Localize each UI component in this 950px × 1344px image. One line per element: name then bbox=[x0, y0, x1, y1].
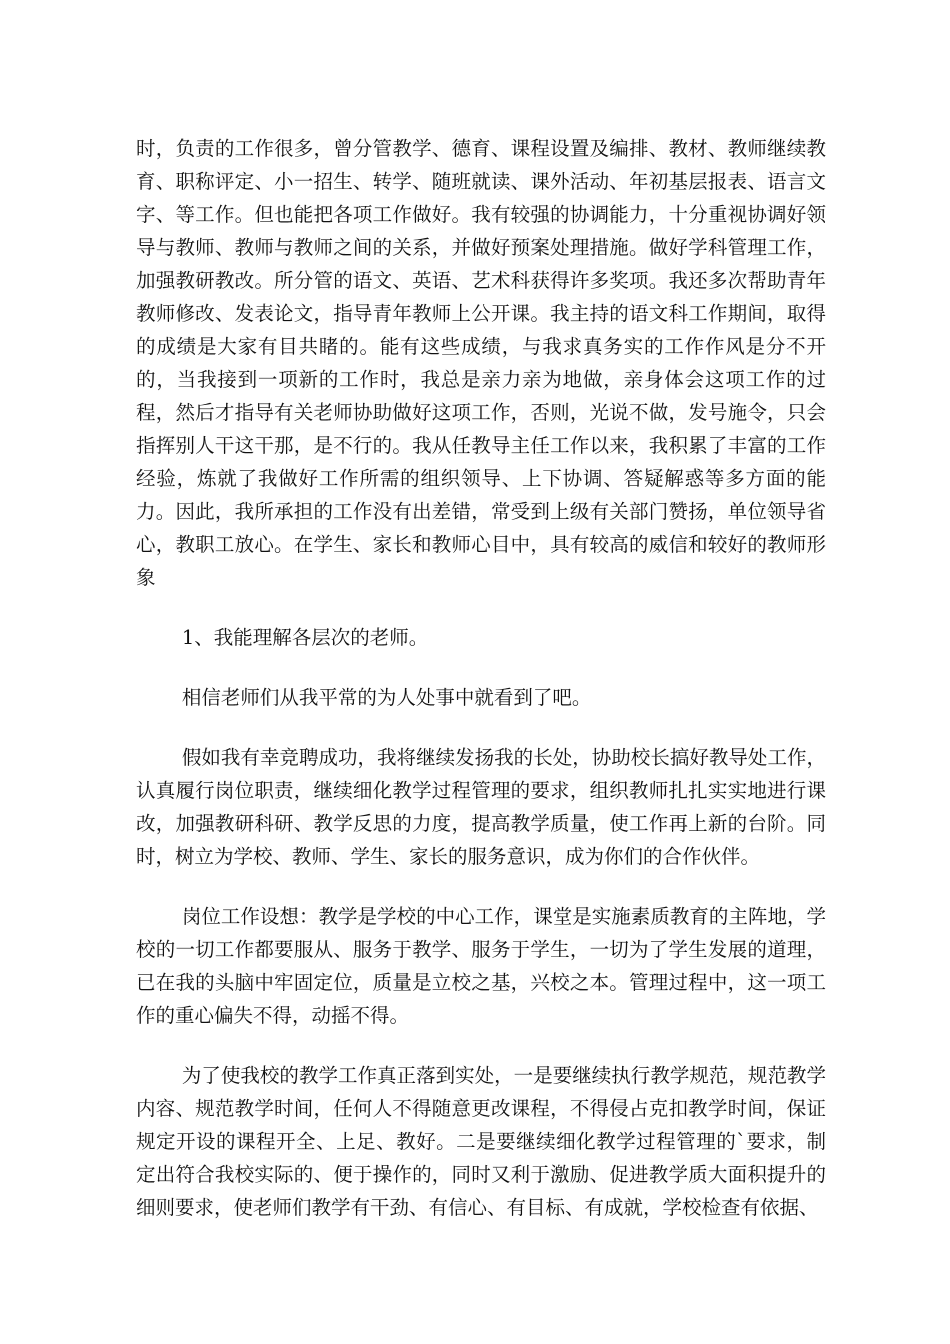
paragraph-implementation: 为了使我校的教学工作真正落到实处，一是要继续执行教学规范，规范教学内容、规范教学时间，任何人不得随意更改课程，不得侵占克扣教学时间，保证规定开设的课程开全、上足、教好。二是要继续细化教学过程管理的`要求，制定出符合我校实际的、便于操作的，同时又利于激励、促进教学质大面积提升的细则要求，使老师们教学有干劲、有信心、有目标、有成就，学校检查有依据、 bbox=[136, 1064, 826, 1219]
document-body bbox=[136, 132, 826, 1224]
paragraph-work-experience: 时，负责的工作很多，曾分管教学、德育、课程设置及编排、教材、教师继续教育、职称评定、小一招生、转学、随班就读、课外活动、年初基层报表、语言文字、等工作。但也能把各项工作做好。我有较强的协调能力，十分重视协调好领导与教师、教师与教师之间的关系，并做好预案处理措施。做好学科管理工作，加强教研教改。所分管的语文、英语、艺术科获得许多奖项。我还多次帮助青年教师修改、发表论文，指导青年教师上公开课。我主持的语文科工作期间，取得的成绩是大家有目共睹的。能有这些成绩，与我求真务实的工作作风是分不开的，当我接到一项新的工作时，我总是亲力亲为地做，亲身体会这项工作的过程，然后才指导有关老师协助做好这项工作，否则，光说不做，发号施令，只会指挥别人干这干那，是不行的。我从任教导主任工作以来，我积累了丰富的工作经验，炼就了我做好工作所需的组织领导、上下协调、答疑解惑等多方面的能力。因此，我所承担的工作没有出差错，常受到上级有关部门赞扬，单位领导省心，教职工放心。在学生、家长和教师心目中，具有较高的威信和较好的教师形象 bbox=[136, 137, 826, 589]
paragraph-if-successful: 假如我有幸竞聘成功，我将继续发扬我的长处，协助校长搞好教导处工作，认真履行岗位职责，继续细化教学过程管理的要求，组织教师扎扎实实地进行课改，加强教研科研、教学反思的力度，提高教学质量，使工作再上新的台阶。同时，树立为学校、教师、学生、家长的服务意识，成为你们的合作伙伴。 bbox=[136, 746, 826, 868]
paragraph-trust: 相信老师们从我平常的为人处事中就看到了吧。 bbox=[181, 686, 592, 709]
paragraph-point-one: 1、我能理解各层次的老师。 bbox=[181, 626, 429, 649]
paragraph-job-vision: 岗位工作设想：教学是学校的中心工作，课堂是实施素质教育的主阵地，学校的一切工作都要服从、服务于教学、服务于学生，一切为了学生发展的道理，已在我的头脑中牢固定位，质量是立校之基，兴校之本。管理过程中，这一项工作的重心偏失不得，动摇不得。 bbox=[136, 905, 826, 1027]
